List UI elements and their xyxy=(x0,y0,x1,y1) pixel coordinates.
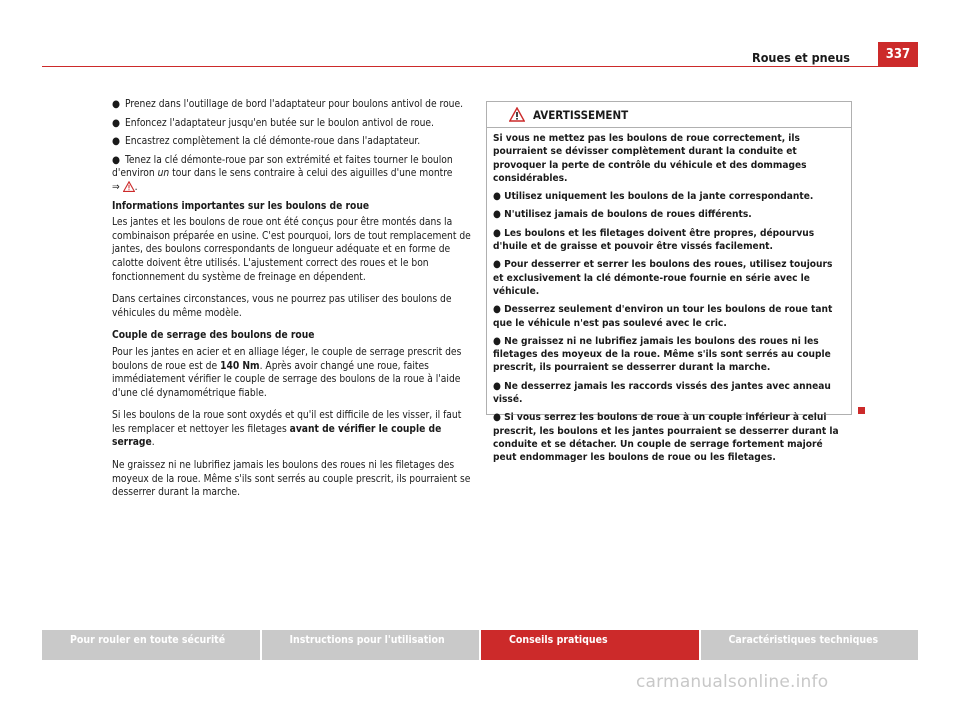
warning-item: ● N'utilisez jamais de boulons de roues différents. xyxy=(493,209,752,221)
footer-tab-conseils[interactable]: Conseils pratiques xyxy=(481,630,699,660)
section-title: Roues et pneus xyxy=(752,50,850,65)
warning-item: ● Ne desserrez jamais les raccords vissés des jantes avec anneau vissé. xyxy=(493,380,831,406)
warning-item: ● Si vous serrez les boulons de roue à un couple inférieur à celui prescrit, les boulons et les jantes pourraient se desserrer durant la conduite et se détacher. Un couple de serrage fortement majoré peut endommager les boulons de roue ou les filetages. xyxy=(493,412,839,464)
list-item: ● Enfoncez l'adaptateur jusqu'en butée sur le boulon antivol de roue. xyxy=(112,117,434,129)
warning-item: ● Utilisez uniquement les boulons de la jante correspondante. xyxy=(493,191,814,203)
warning-triangle-icon xyxy=(509,107,525,122)
warning-box xyxy=(486,101,852,464)
section-heading: Informations importantes sur les boulons de roue xyxy=(112,200,370,212)
watermark: carmanualsonline.info xyxy=(636,672,829,692)
footer-nav xyxy=(42,630,918,660)
paragraph: Pour les jantes en acier et en alliage léger, le couple de serrage prescrit des boulons de roue est de 140 Nm. Après avoir changé une roue, faites immédiatement vérifier le couple de serrage des boulons de la roue à l'aide d'une clé dynamométrique fiable. xyxy=(112,346,462,399)
footer-tab-utilisation[interactable]: Instructions pour l'utilisation xyxy=(262,630,480,660)
warning-item: ● Ne graissez ni ne lubrifiez jamais les boulons des roues ni les filetages des moyeux de la roue. Même s'ils sont serrés au couple prescrit, ils pourraient se desserrer durant la marche. xyxy=(493,335,831,374)
warning-body xyxy=(487,128,851,465)
warning-intro: Si vous ne mettez pas les boulons de roue correctement, ils pourraient se dévisser complètement durant la conduite et provoquer la perte de contrôle du véhicule et des dommages considérables. xyxy=(493,133,807,184)
section-end-marker xyxy=(858,407,865,414)
warning-item: ● Les boulons et les filetages doivent être propres, dépourvus d'huile et de graisse et pouvoir être vissés facilement. xyxy=(493,227,815,253)
page-number: 337 xyxy=(878,42,918,67)
warning-title: AVERTISSEMENT xyxy=(533,107,629,122)
paragraph: Les jantes et les boulons de roue ont été conçus pour être montés dans la combinaison préparée en usine. C'est pourquoi, lors de tout remplacement de jantes, des boulons correspondants de longueur adéquate et en forme de calotte doivent être utilisés. L'ajustement correct des roues et le bon fonctionnement du système de freinage en dépendent. xyxy=(112,217,471,283)
left-column xyxy=(112,98,472,504)
warning-triangle-icon[interactable] xyxy=(123,181,135,192)
cross-reference-arrow[interactable]: ⇒ xyxy=(112,181,120,193)
list-item: ● Encastrez complètement la clé démonte-roue dans l'adaptateur. xyxy=(112,136,421,148)
list-item: ● Prenez dans l'outillage de bord l'adaptateur pour boulons antivol de roue. xyxy=(112,99,464,110)
paragraph: Dans certaines circonstances, vous ne pourrez pas utiliser des boulons de véhicules du même modèle. xyxy=(112,294,452,319)
paragraph: Si les boulons de la roue sont oxydés et qu'il est difficile de les visser, il faut les remplacer et nettoyer les filetages avant de vérifier le couple de serrage. xyxy=(112,410,462,449)
section-heading: Couple de serrage des boulons de roue xyxy=(112,330,315,342)
header-rule xyxy=(42,66,878,67)
warning-header xyxy=(487,102,851,128)
list-item: ● Tenez la clé démonte-roue par son extrémité et faites tourner le boulon d'environ un tour dans le sens contraire à celui des aiguilles d'une montre ⇒ . xyxy=(112,154,453,193)
warning-item: ● Desserrez seulement d'environ un tour les boulons de roue tant que le véhicule n'est pas soulevé avec le cric. xyxy=(493,304,833,329)
paragraph: Ne graissez ni ne lubrifiez jamais les boulons des roues ni les filetages des moyeux de la roue. Même s'ils sont serrés au couple prescrit, ils pourraient se desserrer durant la marche. xyxy=(112,460,471,499)
footer-tab-securite[interactable]: Pour rouler en toute sécurité xyxy=(42,630,260,660)
warning-item: ● Pour desserrer et serrer les boulons des roues, utilisez toujours et exclusivement la clé démonte-roue fournie en série avec le véhicule. xyxy=(493,259,833,297)
footer-tab-caracteristiques[interactable]: Caractéristiques techniques xyxy=(701,630,919,660)
